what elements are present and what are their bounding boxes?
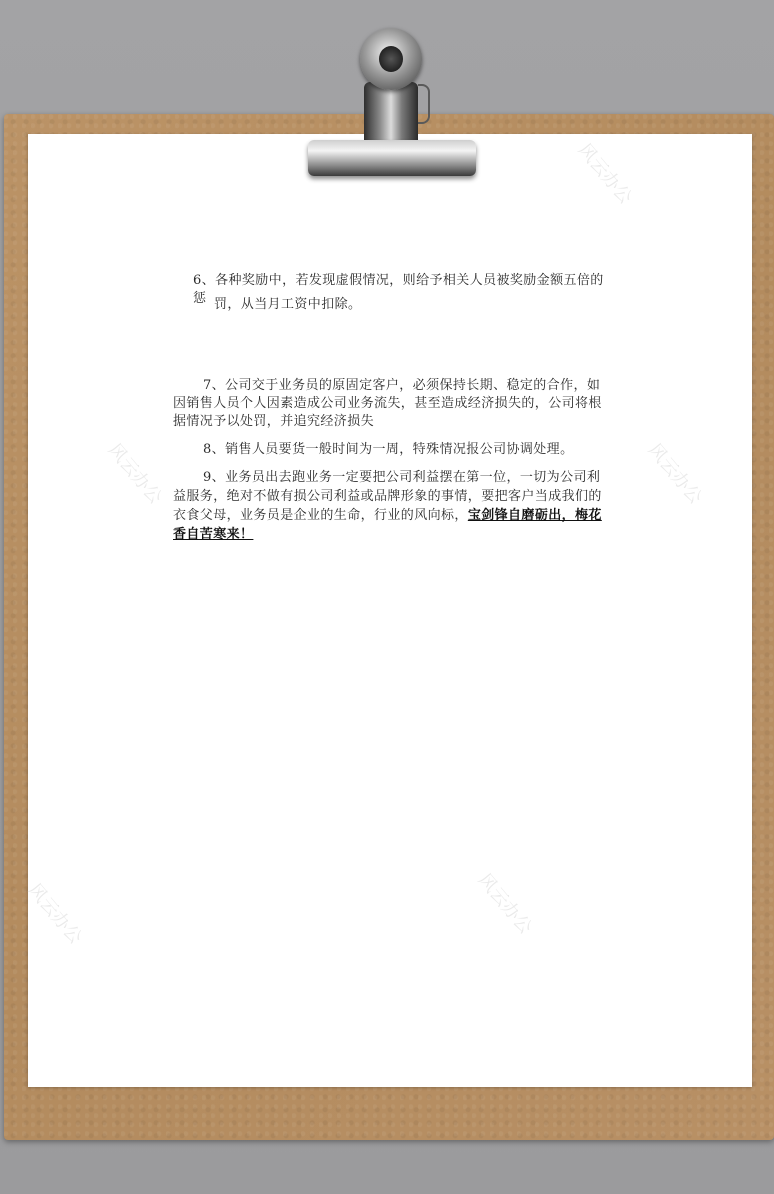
rule-item-7: 7、公司交于业务员的原固定客户，必须保持长期、稳定的合作，如因销售人员个人因素造成公司业务流失，甚至造成经济损失的，公司将根据情况予以处罚，并追究经济损失 <box>173 378 602 429</box>
watermark: 风云办公 <box>103 439 167 509</box>
watermark: 风云办公 <box>643 439 707 509</box>
rule-item-9-text: 9、业务员出去跑业务一定要把公司利益摆在第一位，一切为公司利益服务，绝对不做有损公司利益或品牌形象的事情，要把客户当成我们的衣食父母，业务员是企业的生命，行业的风向标， <box>173 470 602 523</box>
binder-clip-icon <box>300 24 480 179</box>
watermark: 风云办公 <box>573 139 637 209</box>
rule-item-9 <box>173 468 605 544</box>
rule-item-6-line1: 6、各种奖励中，若发现虚假情况，则给予相关人员被奖励金额五倍的惩 <box>193 273 604 306</box>
rule-item-9-motto: 宝剑锋自磨砺出，梅花香自苦寒来！ <box>173 508 602 542</box>
watermark: 风云办公 <box>23 879 87 949</box>
rule-item-6-line2: 罚，从当月工资中扣除。 <box>214 297 362 312</box>
rule-item-8: 8、销售人员要货一般时间为一周，特殊情况报公司协调处理。 <box>203 442 574 457</box>
watermark: 风云办公 <box>473 869 537 939</box>
